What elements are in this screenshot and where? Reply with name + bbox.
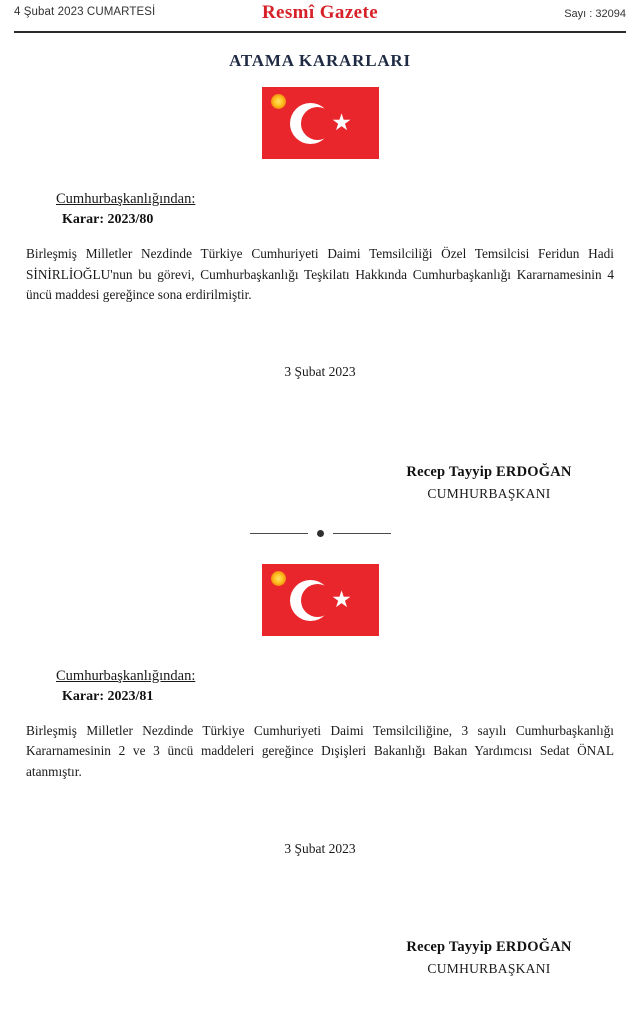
crescent-inner-shape <box>301 107 334 140</box>
decree-date-1: 3 Şubat 2023 <box>284 363 356 379</box>
flag-container-1 <box>0 87 640 159</box>
star-icon: ★ <box>331 110 352 136</box>
signatory-name-1: Recep Tayyip ERDOĞAN <box>406 463 572 480</box>
masthead-divider <box>14 31 626 33</box>
signatory-name-2: Recep Tayyip ERDOĞAN <box>406 938 572 955</box>
decree-number-2: Karar: 2023/81 <box>62 688 154 704</box>
ornament-dot <box>317 530 324 537</box>
decree-body-1: Birleşmiş Milletler Nezdinde Türkiye Cumhuriyeti Daimi Temsilciliği Özel Temsilcisi Feridun Hadi SİNİRLİOĞLU'nun bu görevi, Cumhurbaşkanlığı Teşkilatı Hakkında Cumhurbaşkanlığı Kararnamesinin 4 üncü maddesi gereğince sona erdirilmiştir. <box>26 246 614 303</box>
gazette-title: Resmî Gazete <box>261 2 379 23</box>
decree-source-2: Cumhurbaşkanlığından: <box>56 667 196 684</box>
signature-block-2 <box>364 939 614 977</box>
signature-block-1 <box>364 464 614 502</box>
ornament-bar-right <box>333 533 391 535</box>
ornament-bar-left <box>250 533 308 535</box>
flag-container-2 <box>0 564 640 636</box>
masthead <box>0 0 640 30</box>
decree-block-2 <box>0 650 640 857</box>
decree-date-2: 3 Şubat 2023 <box>284 840 356 856</box>
turkish-flag-icon <box>262 87 379 159</box>
issue-number: Sayı : 32094 <box>564 8 626 20</box>
decree-body-2: Birleşmiş Milletler Nezdinde Türkiye Cumhuriyeti Daimi Temsilciliğine, 3 sayılı Cumhurbaşkanlığı Kararnamesinin 2 ve 3 üncü maddeleri gereğince Dışişleri Bakanlığı Bakan Yardımcısı Sedat ÖNAL atanmıştır. <box>26 722 614 780</box>
sun-badge-icon <box>271 94 286 109</box>
turkish-flag-icon <box>262 564 379 636</box>
sun-badge-icon <box>271 571 286 586</box>
publication-date: 4 Şubat 2023 CUMARTESİ <box>14 6 156 18</box>
decree-block-1 <box>0 173 640 380</box>
star-icon: ★ <box>331 586 352 613</box>
decree-source-1: Cumhurbaşkanlığından: <box>56 191 196 207</box>
page-title: ATAMA KARARLARI <box>229 51 411 70</box>
section-ornament-divider <box>0 530 640 537</box>
signatory-role-2: CUMHURBAŞKANI <box>427 960 551 976</box>
decree-number-1: Karar: 2023/80 <box>62 212 154 227</box>
crescent-inner-shape <box>301 584 334 617</box>
signatory-role-1: CUMHURBAŞKANI <box>427 485 551 501</box>
